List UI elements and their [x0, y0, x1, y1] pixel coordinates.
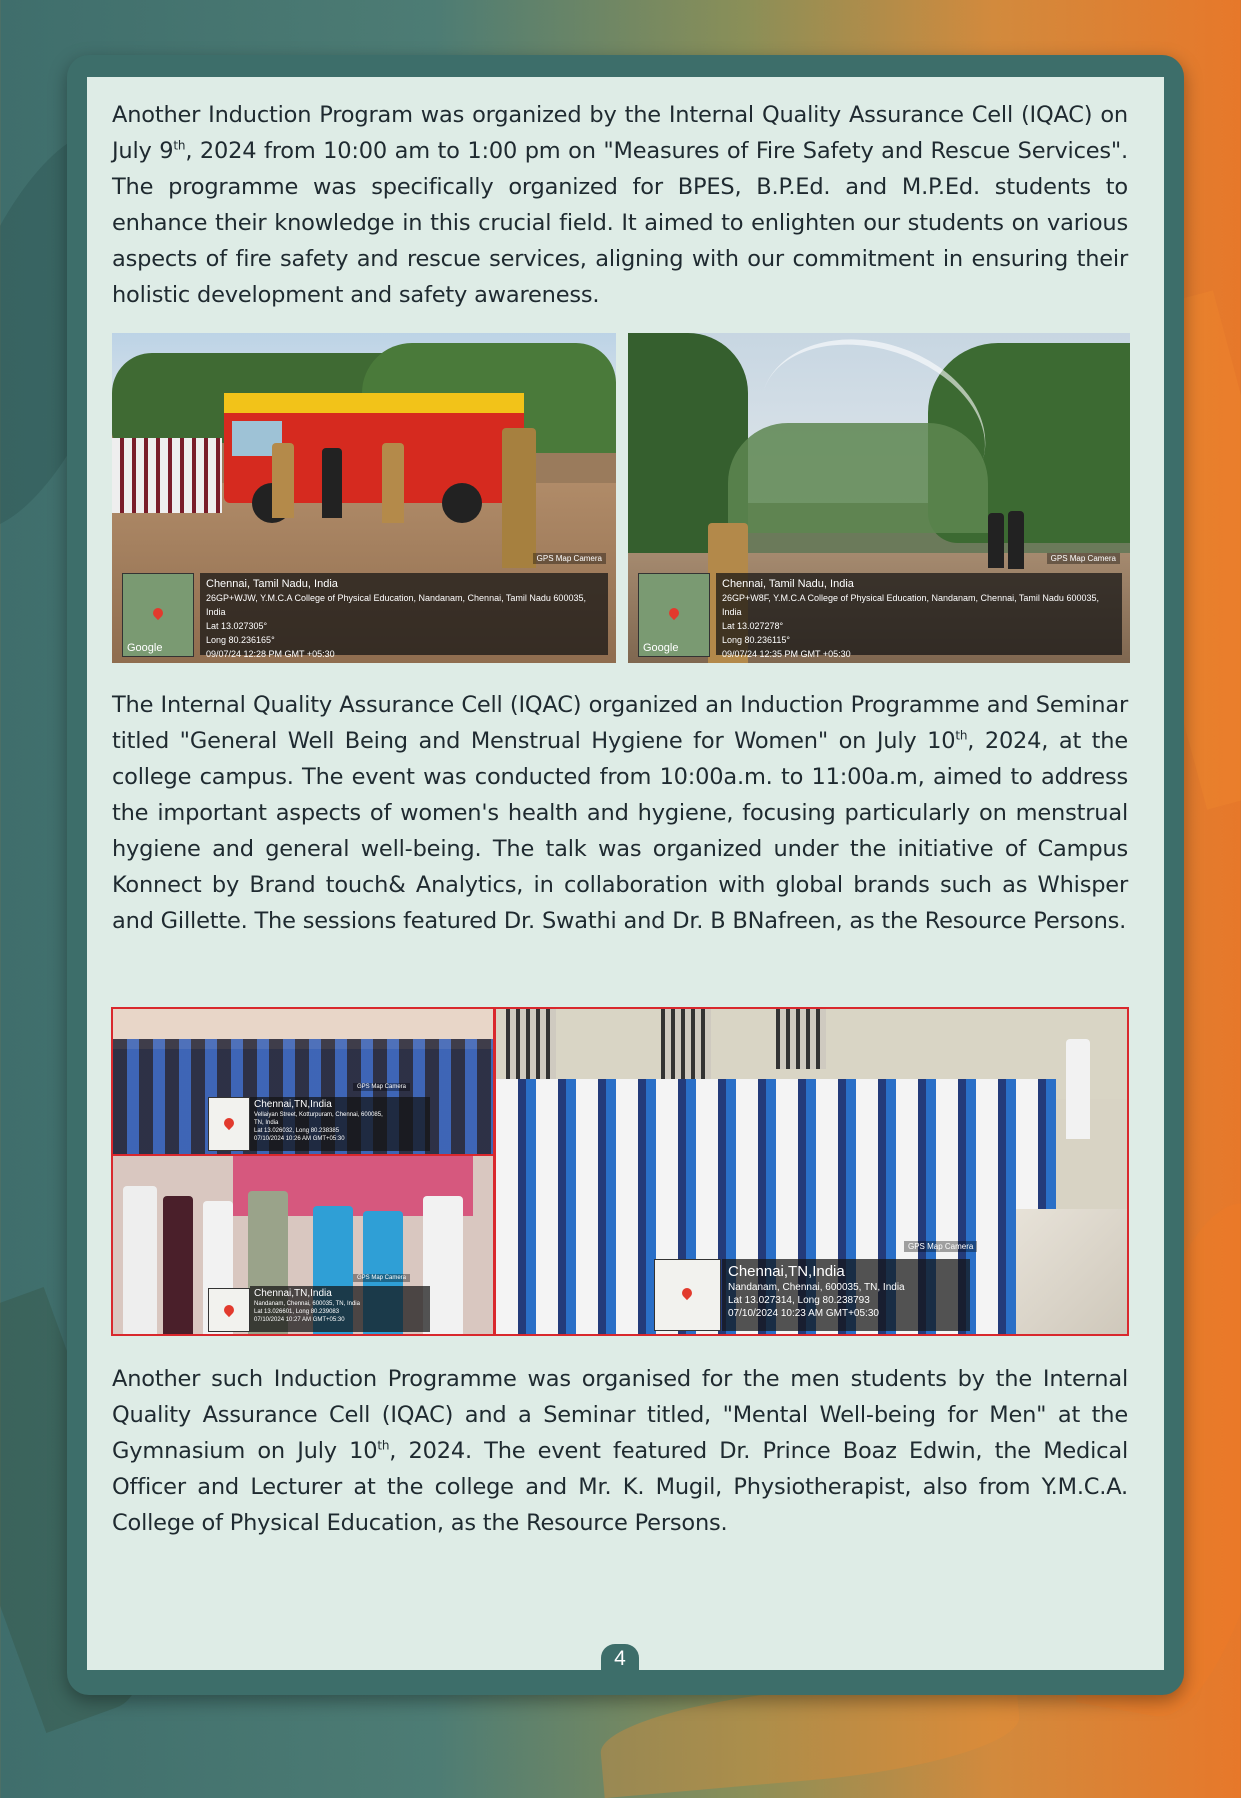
gps-camera-badge: GPS Map Camera: [353, 1274, 410, 1282]
gps-camera-badge: GPS Map Camera: [533, 553, 606, 564]
page-number: 4: [601, 1644, 639, 1672]
gps-camera-badge: GPS Map Camera: [1047, 553, 1120, 564]
photo-fire-truck: [112, 333, 616, 663]
map-thumbnail: Google: [122, 573, 194, 657]
geotag-overlay: Chennai,TN,India Nandanam, Chennai, 600035, TN, India Lat 13.026601, Long 80.239083 07/10/2024 10:27 AM GMT+05:30: [250, 1286, 430, 1332]
gps-camera-badge: GPS Map Camera: [353, 1083, 410, 1091]
photo-water-spray: [628, 333, 1130, 663]
map-thumbnail: Google: [638, 573, 710, 657]
paragraph-fire-safety: Another Induction Program was organized by the Internal Quality Assurance Cell (IQAC) on July 9th, 2024 from 10:00 am to 1:00 pm on "Measures of Fire Safety and Rescue Services". The programme was specifically organized for BPES, B.P.Ed. and M.P.Ed. students to enhance their knowledge in this crucial field. It aimed to enlighten our students on various aspects of fire safety and rescue services, aligning with our commitment in ensuring their holistic development and safety awareness.: [112, 102, 1129, 308]
collage-divider: [113, 1154, 493, 1156]
geotag-overlay: Chennai, Tamil Nadu, India 26GP+WJW, Y.M.C.A College of Physical Education, Nandanam, Chennai, Tamil Nadu 600035, India Lat 13.027305° Long 80.236165° 09/07/24 12:28 PM GMT +05:30: [200, 573, 608, 655]
collage-border: [111, 1007, 1129, 1336]
geotag-overlay: Chennai, Tamil Nadu, India 26GP+W8F, Y.M.C.A College of Physical Education, Nandanam, Chennai, Tamil Nadu 600035, India Lat 13.027278° Long 80.236115° 09/07/24 12:35 PM GMT +05:30: [716, 573, 1122, 655]
geotag-overlay: Chennai,TN,India Nandanam, Chennai, 600035, TN, India Lat 13.027314, Long 80.238793 07/10/2024 10:23 AM GMT+05:30: [722, 1259, 970, 1331]
gps-camera-badge: GPS Map Camera: [904, 1241, 977, 1252]
paragraph-womens-hygiene: The Internal Quality Assurance Cell (IQAC) organized an Induction Programme and Seminar titled "General Well Being and Menstrual Hygiene for Women" on July 10th, 2024, at the college campus. The event was conducted from 10:00a.m. to 11:00a.m, aimed to address the important aspects of women's health and hygiene, focusing particularly on menstrual hygiene and general well-being. The talk was organized under the initiative of Campus Konnect by Brand touch& Analytics, in collaboration with global brands such as Whisper and Gillette. The sessions featured Dr. Swathi and Dr. B BNafreen, as the Resource Persons.: [112, 692, 1128, 934]
paragraph-mens-wellbeing: Another such Induction Programme was organised for the men students by the Internal Quality Assurance Cell (IQAC) and a Seminar titled, "Mental Well-being for Men" at the Gymnasium on July 10th, 2024. The event featured Dr. Prince Boaz Edwin, the Medical Officer and Lecturer at the college and Mr. K. Mugil, Physiotherapist, also from Y.M.C.A. College of Physical Education, as the Resource Persons.: [112, 1366, 1128, 1536]
geotag-overlay: Chennai,TN,India Vellaiyan Street, Kotturpuram, Chennai, 600085, TN, India Lat 13.026032, Long 80.238385 07/10/2024 10:26 AM GMT+05:30: [250, 1097, 430, 1151]
collage-divider: [493, 1009, 496, 1334]
